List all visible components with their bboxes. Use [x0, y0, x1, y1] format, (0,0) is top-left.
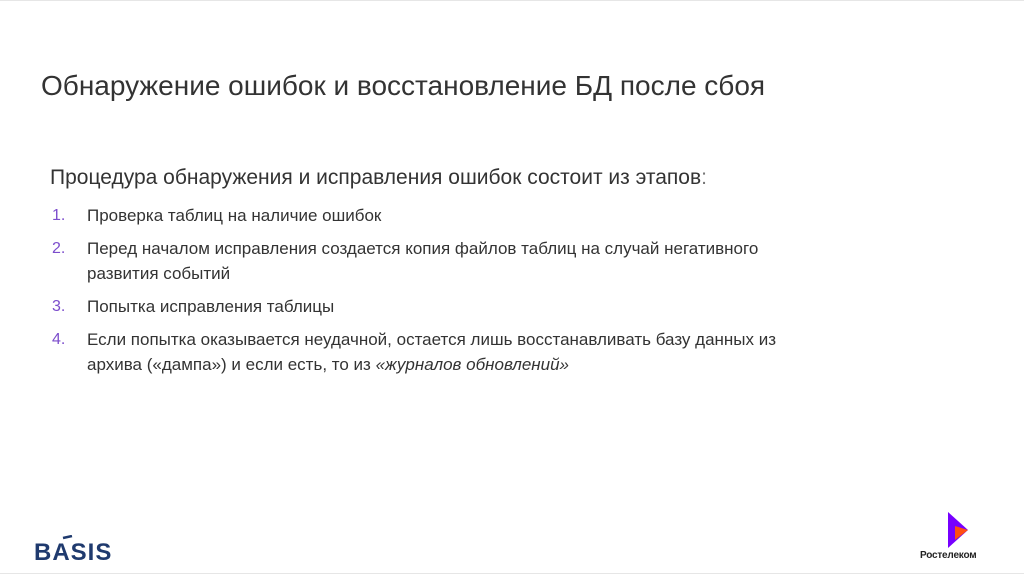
step-item [52, 294, 812, 319]
basis-logo-text: BASIS [34, 539, 113, 565]
basis-accent-mark [63, 536, 72, 538]
step-item [52, 203, 812, 228]
lead-colon: : [701, 166, 707, 189]
step-item [52, 236, 812, 286]
slide-title: Обнаружение ошибок и восстановление БД после сбоя [41, 70, 766, 101]
rostelecom-label: Ростелеком [920, 550, 977, 561]
step-text: Попытка исправления таблицы [87, 297, 335, 316]
step-number: 2. [52, 240, 66, 257]
step-text: Проверка таблиц на наличие ошибок [87, 206, 382, 225]
step-text: Если попытка оказывается неудачной, остается лишь восстанавливать базу данных из архива («дампа») и если есть, то из [87, 330, 777, 374]
lead-sentence: Процедура обнаружения и исправления ошибок состоит из этапов [50, 166, 702, 189]
step-text-italic: «журналов обновлений» [375, 355, 570, 374]
rostelecom-shape-orange [955, 526, 968, 540]
basis-logo [34, 535, 126, 565]
step-text: Перед началом исправления создается копия файлов таблиц на случай негативного развития событий [87, 239, 759, 283]
step-number: 1. [52, 207, 66, 224]
steps-list [52, 203, 812, 385]
lead-text [50, 164, 950, 192]
step-item [52, 327, 812, 377]
step-number: 3. [52, 298, 66, 315]
step-number: 4. [52, 331, 66, 348]
